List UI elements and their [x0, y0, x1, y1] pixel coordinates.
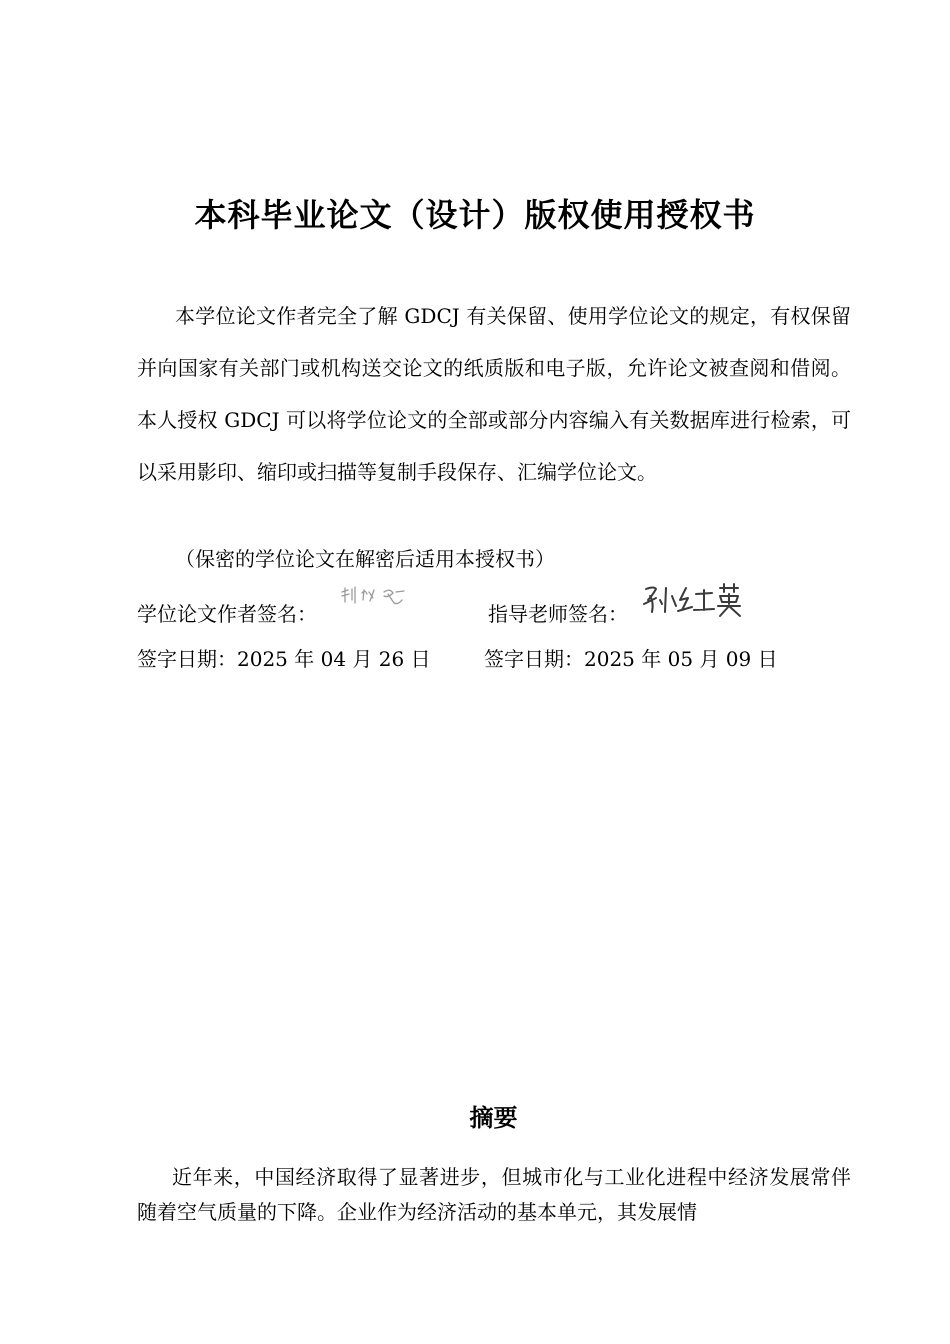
author-signature-label: 学位论文作者签名：	[137, 602, 317, 626]
advisor-signature-image	[640, 580, 744, 620]
author-signature-date: 签字日期：2025 年 04 月 26 日	[137, 647, 431, 671]
advisor-signature-label: 指导老师签名：	[488, 602, 628, 626]
confidential-note: （保密的学位论文在解密后适用本授权书）	[175, 547, 555, 571]
abstract-title: 摘要	[469, 1104, 518, 1132]
advisor-signature-date: 签字日期：2025 年 05 月 09 日	[484, 647, 778, 671]
authorization-title: 本科毕业论文（设计）版权使用授权书	[194, 196, 756, 234]
author-signature-image	[338, 584, 410, 610]
abstract-paragraph: 近年来，中国经济取得了显著进步，但城市化与工业化进程中经济发展常伴随着空气质量的下降。企业作为经济活动的基本单元，其发展情	[137, 1165, 851, 1224]
authorization-paragraph: 本学位论文作者完全了解 GDCJ 有关保留、使用学位论文的规定，有权保留并向国家有关部门或机构送交论文的纸质版和电子版，允许论文被查阅和借阅。本人授权 GDCJ 可以将学位论文的全部或部分内容编入有关数据库进行检索，可以采用影印、缩印或扫描等复制手段保存、汇编学位论文。	[137, 304, 851, 484]
